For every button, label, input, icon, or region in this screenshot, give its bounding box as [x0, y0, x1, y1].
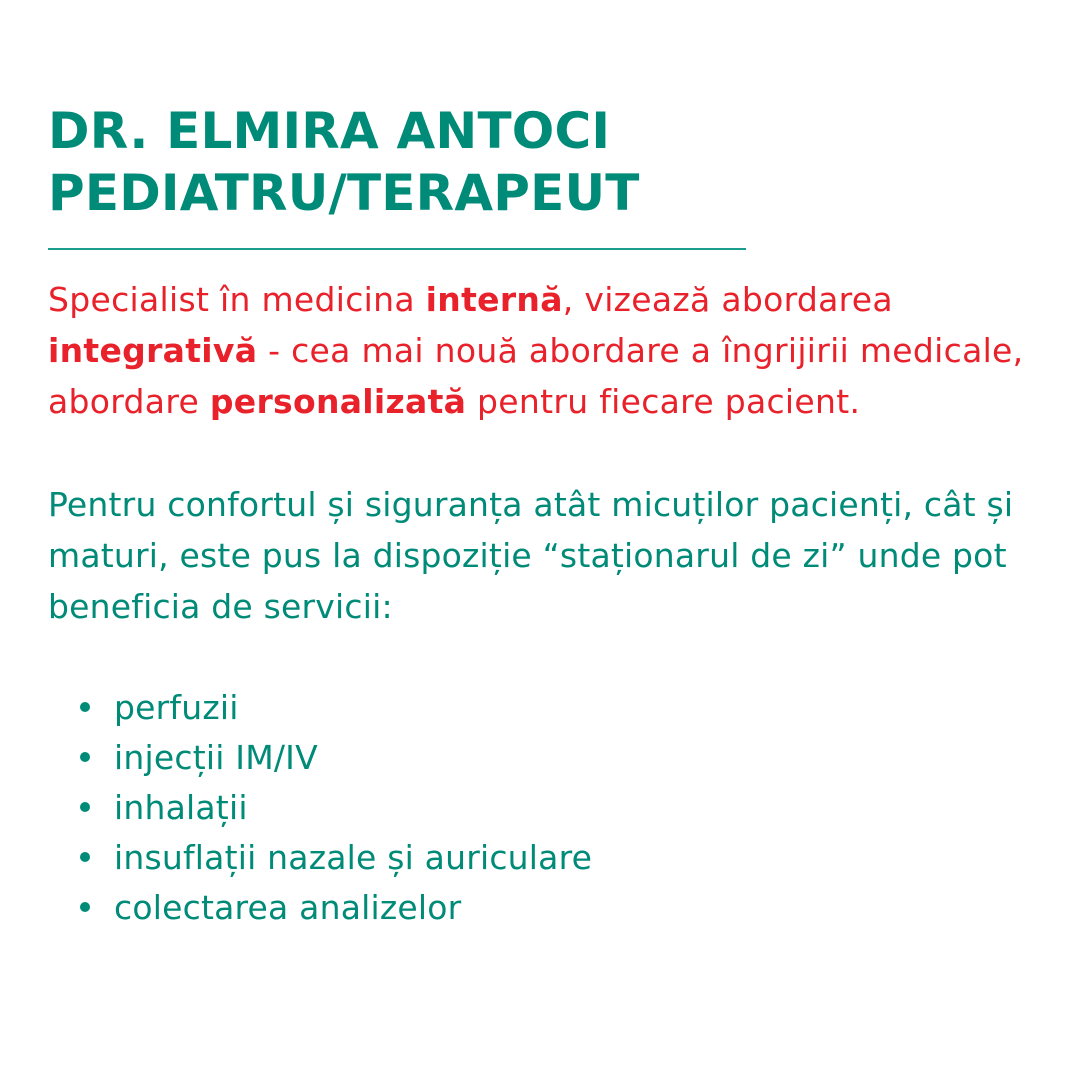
bullet-icon [80, 752, 90, 762]
intro-text-3: - cea mai nouă abordare a îngrijirii medicale, abordare [48, 331, 1024, 421]
title-divider [48, 248, 746, 250]
list-item [80, 682, 1038, 732]
doctor-info-card [48, 100, 1038, 932]
services-list [48, 682, 1038, 932]
bullet-icon [80, 702, 90, 712]
doctor-name: DR. ELMIRA ANTOCI [48, 102, 611, 160]
bullet-icon [80, 902, 90, 912]
intro-paragraph [48, 274, 1038, 427]
doctor-specialty: PEDIATRU/TERAPEUT [48, 164, 640, 222]
services-intro-paragraph: Pentru confortul și siguranța atât micuților pacienți, cât și maturi, este pus la dispoziție “staționarul de zi” unde pot beneficia de servicii: [48, 485, 1014, 626]
intro-text-1: Specialist în medicina [48, 280, 426, 319]
intro-text-2: , vizează abordarea [562, 280, 893, 319]
bullet-icon [80, 802, 90, 812]
doctor-title [48, 100, 1038, 224]
list-item [80, 732, 1038, 782]
service-label: colectarea analizelor [114, 887, 462, 927]
list-item [80, 832, 1038, 882]
service-label: perfuzii [114, 687, 239, 727]
intro-text-4: pentru fiecare pacient. [466, 382, 861, 421]
service-label: inhalații [114, 787, 248, 827]
service-label: insuflații nazale și auriculare [114, 837, 593, 877]
bullet-icon [80, 852, 90, 862]
intro-bold-integrativa: integrativă [48, 331, 258, 370]
intro-bold-interna: internă [425, 280, 563, 319]
intro-bold-personalizata: personalizată [209, 382, 467, 421]
list-item [80, 782, 1038, 832]
service-label: injecții IM/IV [114, 737, 318, 777]
list-item [80, 882, 1038, 932]
